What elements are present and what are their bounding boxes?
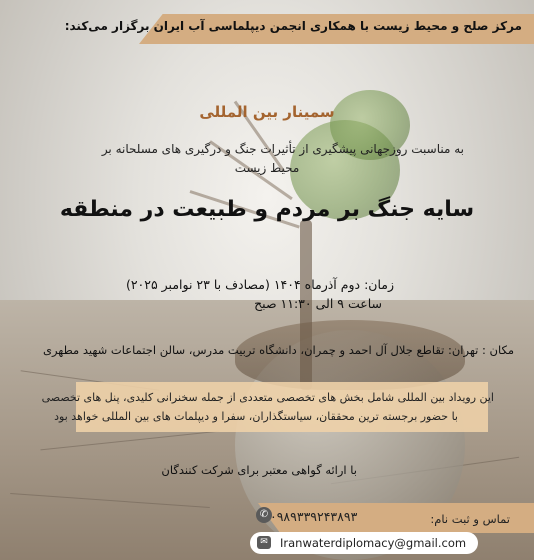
tree-illustration [180, 80, 420, 380]
description-box [76, 382, 488, 432]
event-time: ساعت ۹ الی ۱۱:۳۰ صبح [254, 296, 382, 311]
event-type: سمینار بین المللی [199, 103, 335, 121]
contact-label: تماس و ثبت نام: [430, 512, 510, 526]
seminar-title: سایه جنگ بر مردم و طبیعت در منطقه [59, 197, 475, 222]
occasion-line-1: به مناسبت روزجهانی پیشگیری از تأثیرات جنگ و درگیری های مسلحانه بر [101, 142, 464, 156]
event-date: زمان: دوم آذرماه ۱۴۰۴ (مصادف با ۲۳ نوامبر ۲۰۲۵) [125, 277, 394, 292]
event-venue: مکان : تهران: تقاطع جلال آل احمد و چمران، دانشگاه تربیت مدرس، سالن اجتماعات شهید مطهری [42, 343, 514, 357]
occasion-line-2: محیط زیست [234, 161, 300, 175]
contact-email[interactable]: Iranwaterdiplomacy@gmail.com [280, 536, 467, 550]
whatsapp-icon: ✆ [256, 507, 272, 523]
description-line-2: با حضور برجسته ترین محققان، سیاستگذاران، سفرا و دیپلمات های بین المللی خواهد بود [54, 410, 458, 423]
description-line-1: این رویداد بین المللی شامل بخش های تخصصی متعددی از جمله سخنرانی کلیدی، پنل های تخصصی [41, 391, 494, 404]
organizer-text: مرکز صلح و محیط زیست با همکاری انجمن دیپلماسی آب ایران برگزار می‌کند: [64, 19, 522, 33]
mail-icon: ✉ [257, 536, 271, 549]
certificate-note: با ارائه گواهی معتبر برای شرکت کنندگان [161, 463, 357, 477]
contact-phone[interactable]: ۰۹۸۹۳۳۹۲۴۳۸۹۳ [270, 509, 358, 524]
